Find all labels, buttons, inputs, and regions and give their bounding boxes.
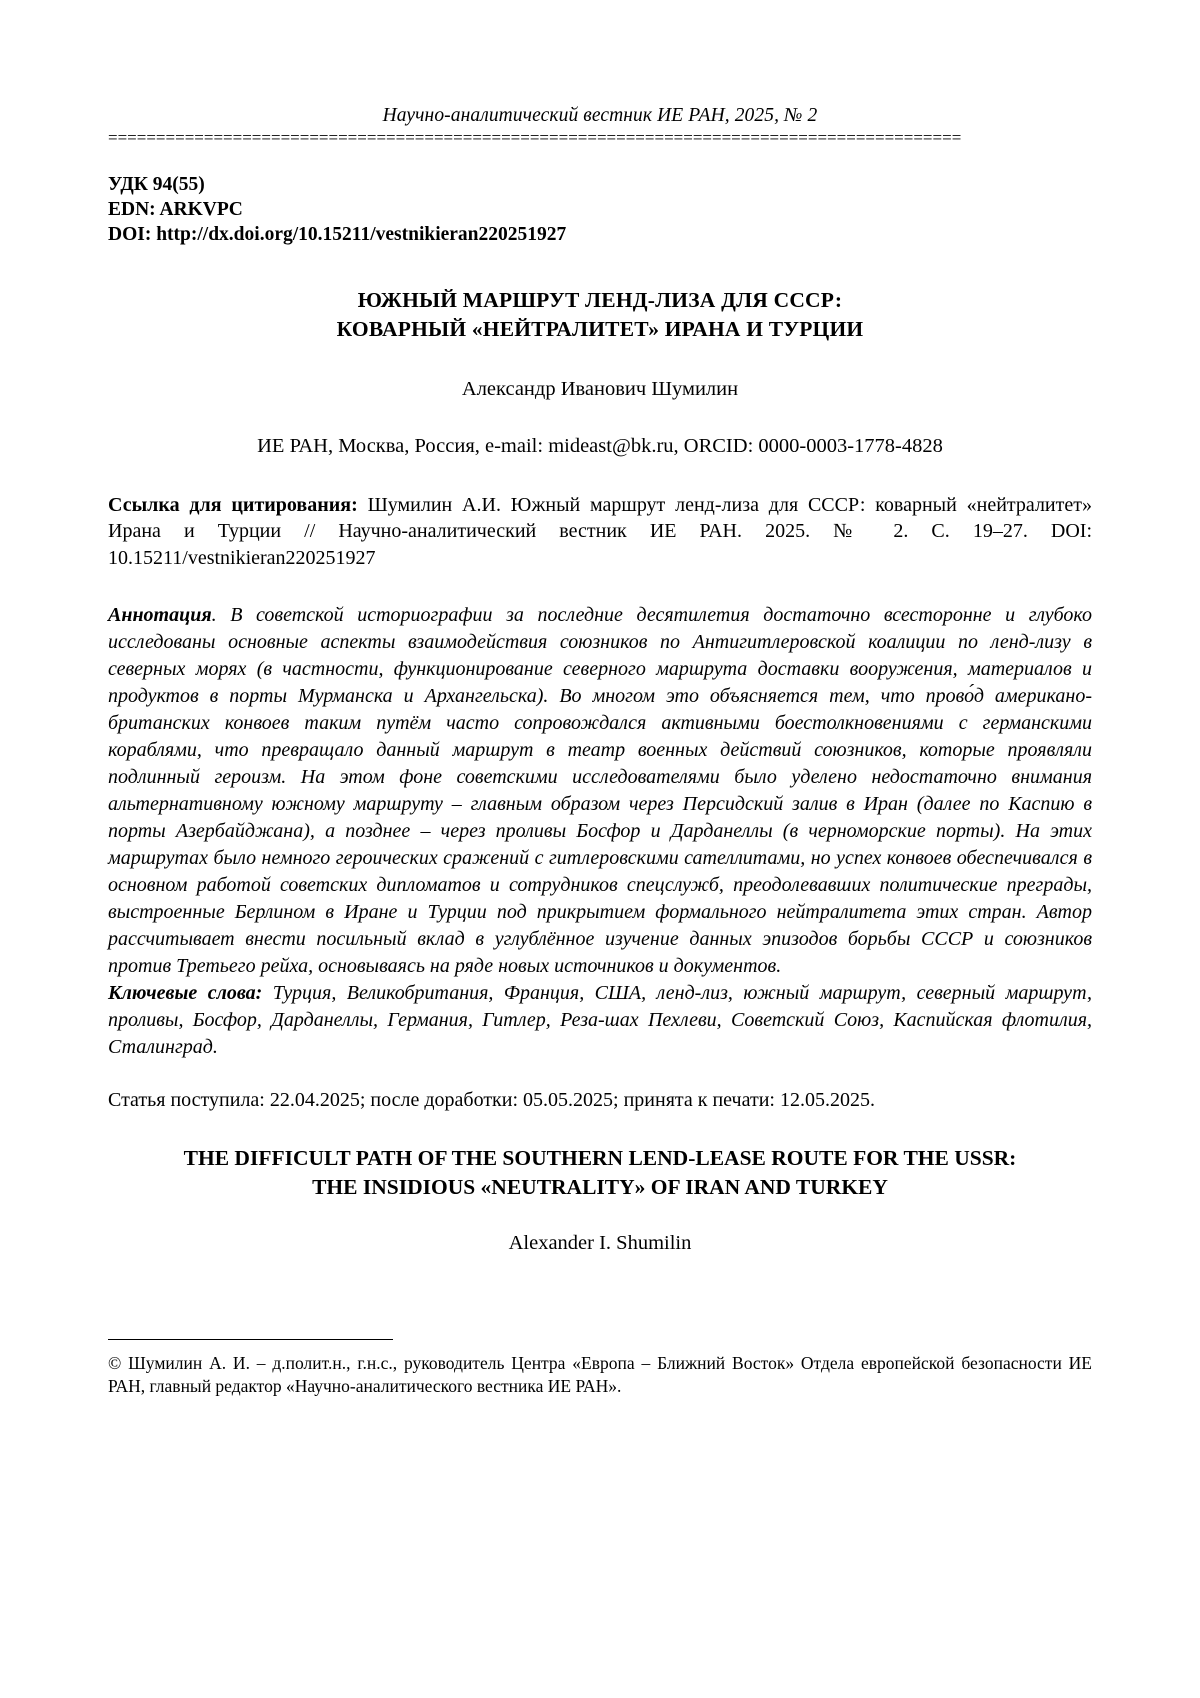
doi-line: DOI: http://dx.doi.org/10.15211/vestnikieran220251927: [108, 223, 567, 245]
title-en-line-2: THE INSIDIOUS «NEUTRALITY» OF IRAN AND TURKEY: [312, 1174, 888, 1199]
keywords-block: [108, 980, 1092, 1061]
identifier-block: [108, 173, 1092, 248]
abstract-block: [108, 602, 1092, 980]
submission-dates: Статья поступила: 22.04.2025; после доработки: 05.05.2025; принята к печати: 12.05.2025.: [108, 1088, 875, 1111]
running-head: Научно-аналитический вестник ИЕ РАН, 2025, № 2: [382, 105, 818, 126]
author-name-ru: Александр Иванович Шумилин: [461, 377, 739, 400]
title-en-line-1: THE DIFFICULT PATH OF THE SOUTHERN LEND-LEASE ROUTE FOR THE USSR:: [183, 1145, 1017, 1170]
citation-block: [108, 492, 1092, 572]
page-title-en: [108, 1144, 1092, 1202]
title-ru-line-1: ЮЖНЫЙ МАРШРУТ ЛЕНД-ЛИЗА ДЛЯ СССР:: [357, 287, 843, 312]
edn-line: EDN: ARKVPC: [108, 198, 243, 220]
footnote-divider: [108, 1339, 393, 1340]
abstract-label: Аннотация: [108, 603, 212, 626]
udk-line: УДК 94(55): [108, 174, 205, 195]
abstract-text: . В советской историографии за последние десятилетия достаточно всесторонне и глубоко исследованы основные аспекты взаимодействия союзников по Антигитлеровской коалиции по ленд-лизу в северных морях (в частности, функционирование северного маршрута доставки вооружения, материалов и продуктов в порты Мурманска и Архангельска). Во многом это объясняется тем, что прово́д американо-британских конвоев таким путём часто сопровождался активными боестолкновениями с германскими кораблями, что превращало данный маршрут в театр военных действий союзников, которые проявляли подлинный героизм. На этом фоне советскими исследователями было уделено недостаточно внимания альтернативному южному маршруту – главным образом через Персидский залив в Иран (далее по Каспию в порты Азербайджана), а позднее – через проливы Босфор и Дарданеллы (в черноморские порты). На этих маршрутах было немного героических сражений с гитлеровскими сателлитами, но успех конвоев обеспечивался в основном работой советских дипломатов и сотрудников спецслужб, преодолевавших политические преграды, выстроенные Берлином в Иране и Турции под прикрытием формального нейтралитета этих стран. Автор рассчитывает внести посильный вклад в углублённое изучение данных эпизодов борьбы СССР и союзников против Третьего рейха, основываясь на ряде новых источников и документов.: [108, 603, 1092, 977]
keywords-text: Турция, Великобритания, Франция, США, ленд-лиз, южный маршрут, северный маршрут, проливы, Босфор, Дарданеллы, Германия, Гитлер, Реза-шах Пехлеви, Советский Союз, Каспийская флотилия, Сталинград.: [108, 981, 1093, 1058]
footnote-area: [108, 1339, 1092, 1398]
footnote-text: © Шумилин А. И. – д.полит.н., г.н.с., руководитель Центра «Европа – Ближний Восток» Отдела европейской безопасности ИЕ РАН, главный редактор «Научно-аналитического вестника ИЕ РАН».: [108, 1352, 1092, 1396]
citation-text: Шумилин А.И. Южный маршрут ленд-лиза для СССР: коварный «нейтралитет» Ирана и Турции // Научно-аналитический вестник ИЕ РАН. 2025. № 2. С. 19–27. DOI: 10.15211/vestnikieran220251927: [108, 493, 1092, 570]
author-name-en: Alexander I. Shumilin: [508, 1231, 692, 1254]
title-ru-line-2: КОВАРНЫЙ «НЕЙТРАЛИТЕТ» ИРАНА И ТУРЦИИ: [336, 316, 864, 341]
citation-label: Ссылка для цитирования:: [108, 493, 358, 516]
header-divider: =========================================================================================: [108, 133, 962, 143]
page-title: [108, 286, 1092, 344]
author-affiliation-ru: ИЕ РАН, Москва, Россия, e-mail: mideast@bk.ru, ORCID: 0000-0003-1778-4828: [257, 434, 943, 457]
keywords-label: Ключевые слова:: [108, 981, 263, 1004]
